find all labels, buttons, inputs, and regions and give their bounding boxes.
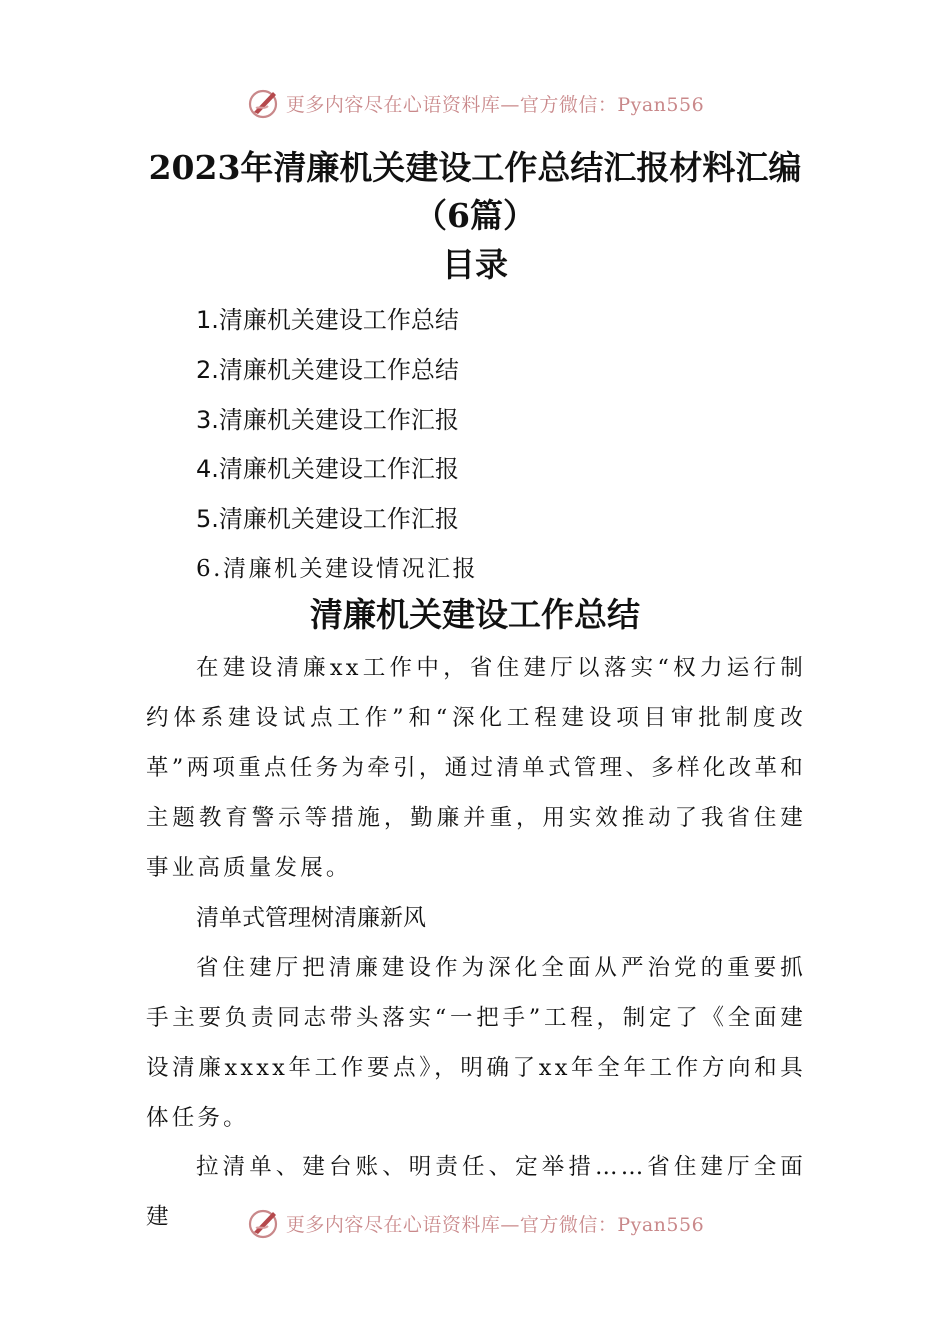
toc-item[interactable]: 1.清廉机关建设工作总结 — [196, 306, 459, 334]
body-paragraph: 省住建厅把清廉建设作为深化全面从严治党的重要抓手主要负责同志带头落实“一把手”工程，制定了《全面建设清廉xxxx年工作要点》，明确了xx年全年工作方向和具体任务。 — [146, 955, 806, 1131]
toc-item[interactable]: 3.清廉机关建设工作汇报 — [196, 405, 459, 434]
table-of-contents — [196, 296, 478, 595]
toc-item[interactable]: 5.清廉机关建设工作汇报 — [196, 505, 459, 534]
footer-watermark — [0, 1206, 950, 1240]
header-watermark — [0, 86, 950, 120]
document-title: 2023年清廉机关建设工作总结汇报材料汇编（6篇） — [148, 148, 802, 235]
header-watermark-text: 更多内容尽在心语资料库—官方微信：Pyan556 — [285, 93, 705, 116]
toc-item[interactable]: 2.清廉机关建设工作总结 — [196, 355, 459, 384]
section-title: 清廉机关建设工作总结 — [310, 595, 640, 634]
subheading: 清单式管理树清廉新风 — [196, 905, 426, 931]
toc-item[interactable]: 6.清廉机关建设情况汇报 — [196, 555, 478, 582]
pen-logo-icon — [246, 1206, 282, 1240]
footer-watermark-text: 更多内容尽在心语资料库—官方微信：Pyan556 — [285, 1213, 705, 1236]
body-paragraph: 拉清单、建台账、明责任、定举措……省住建厅全面建 — [146, 1154, 806, 1230]
toc-item[interactable]: 4.清廉机关建设工作汇报 — [196, 455, 459, 484]
pen-logo-icon — [246, 86, 282, 120]
body-paragraph: 在建设清廉xx工作中，省住建厅以落实“权力运行制约体系建设试点工作”和“深化工程建设项目审批制度改革”两项重点任务为牵引，通过清单式管理、多样化改革和主题教育警示等措施，勤廉并重，用实效推动了我省住建事业高质量发展。 — [146, 655, 806, 881]
toc-heading: 目录 — [442, 245, 508, 284]
